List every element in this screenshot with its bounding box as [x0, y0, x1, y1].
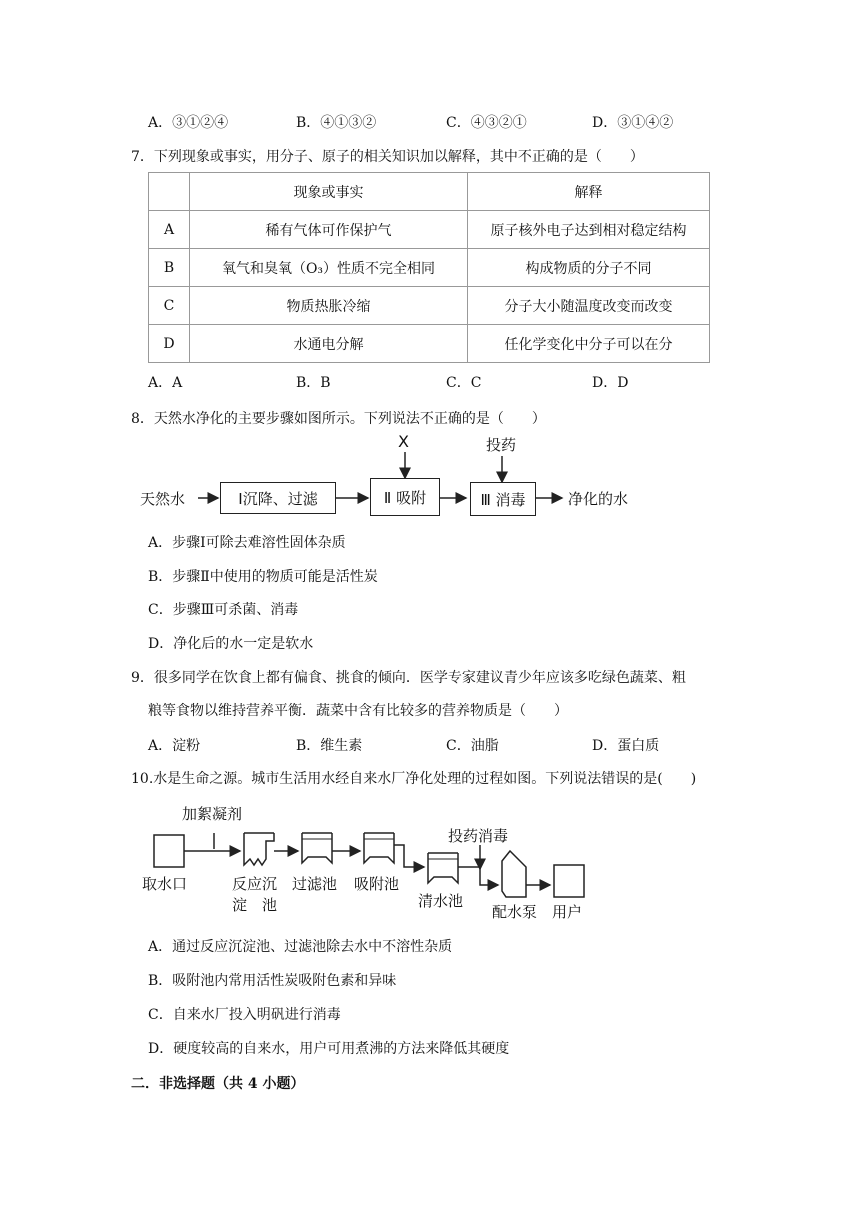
adsorb-label: 吸附池 — [354, 875, 400, 893]
clear-tank-label: 清水池 — [418, 892, 464, 910]
q8-stem: 8．天然水净化的主要步骤如图所示。下列说法不正确的是（ ） — [131, 411, 546, 427]
q6-option-d: D．③①④② — [592, 115, 674, 131]
table-cell: 任化学变化中分子可以在分 — [468, 325, 710, 363]
table-row — [149, 249, 710, 287]
disinfect-label: 投药消毒 — [448, 827, 509, 845]
table-cell: 分子大小随温度改变而改变 — [468, 287, 710, 325]
table-cell: C — [149, 287, 190, 325]
table-cell — [149, 173, 190, 211]
table-row — [149, 325, 710, 363]
intake-label: 取水口 — [142, 875, 188, 893]
q7-option-a: A．A — [148, 375, 183, 391]
table-row — [149, 287, 710, 325]
table-cell: D — [149, 325, 190, 363]
table-header-row — [149, 173, 710, 211]
filter-label: 过滤池 — [292, 875, 338, 893]
q10-option-b: B．吸附池内常用活性炭吸附色素和异味 — [148, 973, 397, 989]
pump-label: 配水泵 — [492, 903, 538, 921]
natural-water-label: 天然水 — [140, 490, 186, 508]
q10-option-a: A．通过反应沉淀池、过滤池除去水中不溶性杂质 — [148, 939, 453, 955]
table-row — [149, 211, 710, 249]
q10-stem: 10.水是生命之源。城市生活用水经自来水厂净化处理的过程如图。下列说法错误的是( ) — [131, 771, 697, 787]
q7-stem: 7．下列现象或事实，用分子、原子的相关知识加以解释，其中不正确的是（ ） — [131, 149, 644, 165]
step1-box: Ⅰ沉降、过滤 — [220, 482, 336, 514]
reaction-label-2: 淀 池 — [232, 896, 278, 914]
q7-table — [148, 172, 710, 363]
q7-option-d: D．D — [592, 375, 629, 391]
q6-option-c: C．④③②① — [446, 115, 527, 131]
dosing-label: 投药 — [486, 436, 517, 454]
table-header-phenomenon: 现象或事实 — [190, 173, 468, 211]
q8-option-c: C．步骤Ⅲ可杀菌、消毒 — [148, 602, 299, 618]
q9-stem-line2: 粮等食物以维持营养平衡．蔬菜中含有比较多的营养物质是（ ） — [148, 703, 568, 719]
step2-box: Ⅱ 吸附 — [370, 478, 440, 516]
q9-options — [148, 735, 748, 757]
q9-option-b: B．维生素 — [296, 738, 363, 754]
q10-option-c: C．自来水厂投入明矾进行消毒 — [148, 1007, 341, 1023]
q9-stem-line1: 9．很多同学在饮食上都有偏食、挑食的倾向．医学专家建议青少年应该多吃绿色蔬菜、粗 — [131, 670, 686, 686]
purified-water-label: 净化的水 — [568, 490, 629, 508]
table-cell: 氧气和臭氧（O₃）性质不完全相同 — [190, 249, 468, 287]
q8-option-a: A．步骤Ⅰ可除去难溶性固体杂质 — [148, 535, 346, 551]
q8-option-b: B．步骤Ⅱ中使用的物质可能是活性炭 — [148, 569, 378, 585]
additive-label: 加絮凝剂 — [182, 805, 243, 823]
table-cell: A — [149, 211, 190, 249]
table-cell: B — [149, 249, 190, 287]
q8-purification-diagram — [140, 430, 660, 526]
q7-options — [148, 372, 748, 394]
q9-option-c: C．油脂 — [446, 738, 499, 754]
table-cell: 水通电分解 — [190, 325, 468, 363]
x-label: X — [398, 432, 409, 451]
table-cell: 稀有气体可作保护气 — [190, 211, 468, 249]
q8-option-d: D．净化后的水一定是软水 — [148, 636, 314, 652]
q10-waterworks-diagram — [140, 795, 600, 920]
q7-option-b: B．B — [296, 375, 331, 391]
q6-option-a: A．③①②④ — [148, 115, 229, 131]
table-header-explanation: 解释 — [468, 173, 710, 211]
section-heading: 二．非选择题（共 4 小题） — [131, 1076, 305, 1092]
table-cell: 原子核外电子达到相对稳定结构 — [468, 211, 710, 249]
step3-box: Ⅲ 消毒 — [470, 482, 536, 516]
q9-option-a: A．淀粉 — [148, 738, 201, 754]
q7-option-c: C．C — [446, 375, 482, 391]
user-label: 用户 — [552, 903, 583, 921]
table-cell: 物质热胀冷缩 — [190, 287, 468, 325]
reaction-label-1: 反应沉 — [232, 875, 278, 893]
q9-option-d: D．蛋白质 — [592, 738, 660, 754]
q10-option-d: D．硬度较高的自来水，用户可用煮沸的方法来降低其硬度 — [148, 1041, 510, 1057]
q6-options — [148, 112, 748, 134]
table-cell: 构成物质的分子不同 — [468, 249, 710, 287]
q6-option-b: B．④①③② — [296, 115, 377, 131]
